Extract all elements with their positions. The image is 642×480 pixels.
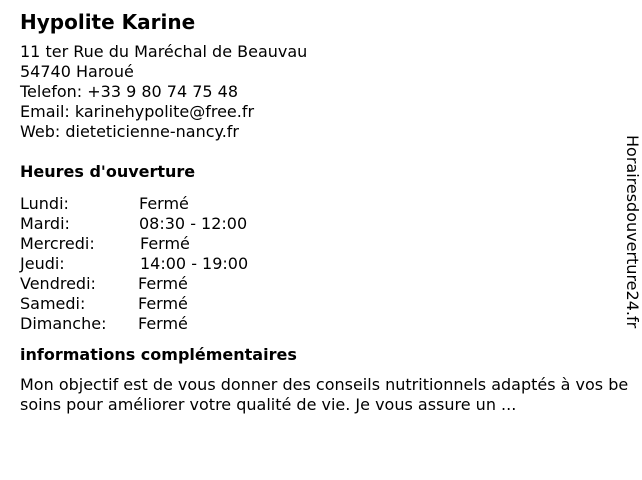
hours-row-vendredi [20, 274, 620, 294]
additional-info-title: informations complémentaires [20, 345, 297, 364]
hours-row-samedi [20, 294, 620, 314]
day-hours: Fermé [140, 234, 190, 253]
day-label: Samedi: [20, 294, 86, 313]
day-hours: Fermé [138, 274, 188, 293]
day-label: Vendredi: [20, 274, 96, 293]
day-label: Dimanche: [20, 314, 107, 333]
day-label: Jeudi: [20, 254, 65, 273]
address-line-2: 54740 Haroué [20, 62, 134, 81]
business-card [20, 10, 629, 415]
hours-row-mercredi [20, 234, 620, 254]
day-hours: Fermé [138, 314, 188, 333]
opening-hours-title: Heures d'ouverture [20, 162, 196, 181]
additional-info-text: Mon objectif est de vous donner des conseils nutritionnels adaptés à vos besoins pour améliorer votre qualité de vie. Je vous assure un ... [20, 375, 629, 414]
day-label: Lundi: [20, 194, 69, 213]
business-name: Hypolite Karine [20, 10, 196, 34]
hours-row-dimanche [20, 314, 620, 334]
day-hours: 08:30 - 12:00 [139, 214, 248, 233]
day-hours: Fermé [138, 294, 188, 313]
phone-line[interactable]: Telefon: +33 9 80 74 75 48 [20, 82, 239, 101]
hours-row-jeudi [20, 254, 620, 274]
day-hours: 14:00 - 19:00 [140, 254, 249, 273]
email-line[interactable]: Email: karinehypolite@free.fr [20, 102, 255, 121]
day-label: Mardi: [20, 214, 70, 233]
web-line[interactable]: Web: dieteticienne-nancy.fr [20, 122, 239, 141]
day-label: Mercredi: [20, 234, 95, 253]
site-watermark: Horairesdouverture24.fr [623, 135, 642, 329]
day-hours: Fermé [139, 194, 189, 213]
opening-hours-table [20, 194, 620, 334]
address-line-1: 11 ter Rue du Maréchal de Beauvau [20, 42, 308, 61]
hours-row-lundi [20, 194, 620, 214]
hours-row-mardi [20, 214, 620, 234]
